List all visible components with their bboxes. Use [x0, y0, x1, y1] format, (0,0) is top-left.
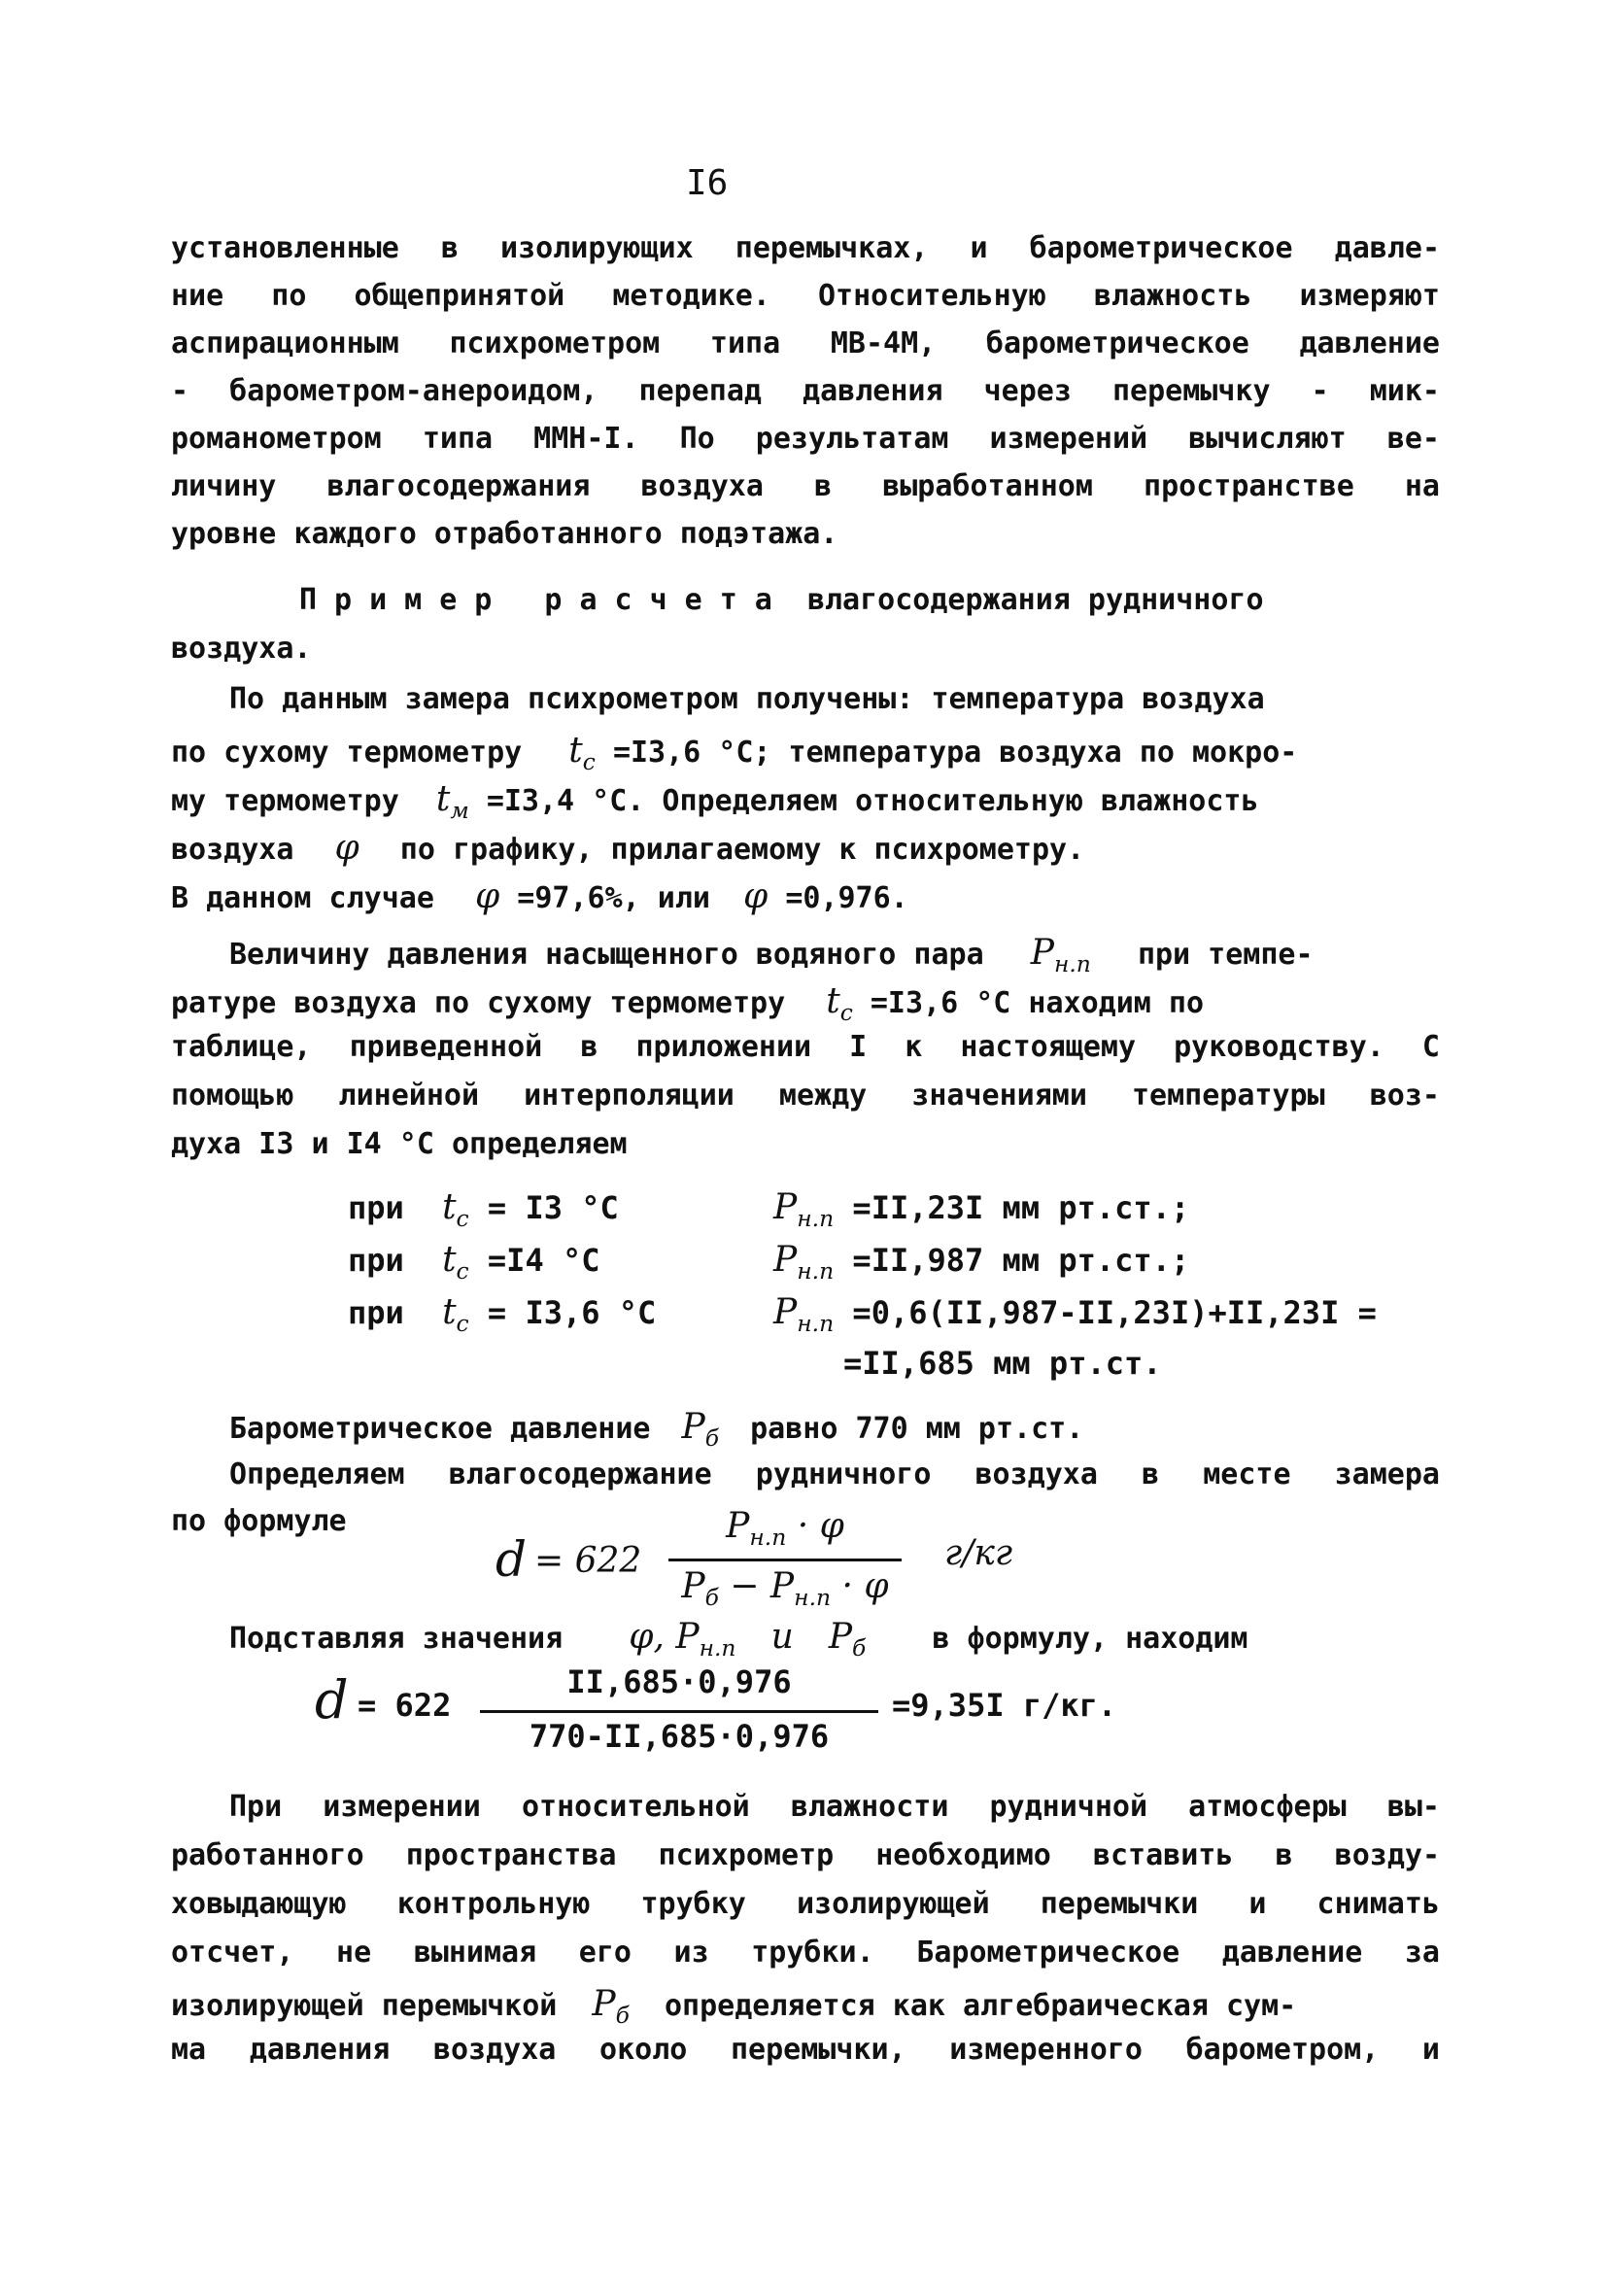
- example-heading: [299, 583, 1264, 617]
- table-row: при $t_с = I3$ °С: [348, 1187, 619, 1233]
- calc-numerator: II,685·0,976: [566, 1663, 792, 1700]
- calc-result: =9,35I г/кг.: [892, 1687, 1117, 1724]
- calc-denominator: 770-II,685·0,976: [529, 1718, 830, 1755]
- t-dry-symbol: $t_с$: [568, 731, 596, 776]
- pressure-line: помощью линейной интерполяции между значениями температуры воз-: [171, 1079, 1440, 1113]
- page-number: I6: [686, 163, 729, 203]
- table-row: при $t_с =I4$ °С: [348, 1240, 600, 1285]
- paragraph-line: романометром типа ММН-I. По результатам измерений вычисляют ве-: [171, 422, 1440, 456]
- paragraph-line: При измерении относительной влажности рудничной атмосферы вы-: [229, 1790, 1440, 1824]
- table-row-result: $P_{н.п} =II,23I$ мм рт.ст.;: [773, 1187, 1190, 1233]
- paragraph-line: работанного пространства психрометр необходимо вставить в возду-: [171, 1838, 1440, 1872]
- substitution-line: Подставляя значения φ, $P_{н.п}$ и $P_б$ в формулу, находим: [229, 1617, 1248, 1662]
- example-heading-rest: влагосодержания рудничного: [806, 583, 1264, 617]
- paragraph-line: ма давления воздуха около перемычки, измеренного барометром, и: [171, 2033, 1440, 2067]
- d-symbol: d: [315, 1669, 349, 1731]
- psy-line: По данным замера психрометром получены: температура воздуха: [229, 682, 1265, 716]
- formula-intro: по формуле: [171, 1504, 347, 1538]
- formula-intro: Определяем влагосодержание рудничного воздуха в месте замера: [229, 1457, 1440, 1491]
- paragraph-line: личину влагосодержания воздуха в выработанном пространстве на: [171, 469, 1440, 503]
- pressure-line: Величину давления насыщенного водяного пара $P_{н.п}$ при темпе-: [229, 933, 1314, 978]
- pressure-line: ратуре воздуха по сухому термометру $t_с =I3,6$ °С находим по: [171, 981, 1205, 1027]
- psy-line: В данном случае φ =97,6%, или φ =0,976.: [171, 876, 908, 916]
- d-symbol: d: [495, 1531, 528, 1588]
- fraction-bar: [668, 1559, 902, 1561]
- paragraph-line: ховыдающую контрольную трубку изолирующей перемычки и снимать: [171, 1887, 1440, 1921]
- phi-symbol: φ: [334, 828, 359, 868]
- example-heading-spaced: Пример расчета: [299, 583, 790, 617]
- phi-symbol: φ: [743, 876, 769, 916]
- fraction-bar: [480, 1710, 878, 1713]
- pressure-line: таблице, приведенной в приложении I к настоящему руководству. С: [171, 1030, 1440, 1064]
- paragraph-line: уровне каждого отработанного подэтажа.: [171, 517, 838, 551]
- t-wet-symbol: $t_м$: [435, 779, 469, 825]
- paragraph-line: ние по общепринятой методике. Относительную влажность измеряют: [171, 279, 1440, 313]
- table-row-result: $P_{н.п} =0,6(II,987-II,23I)+II,23I$ =: [773, 1292, 1377, 1338]
- paragraph-line: установленные в изолирующих перемычках, и барометрическое давле-: [171, 231, 1440, 265]
- formula-prefix: = 622: [534, 1541, 642, 1581]
- example-heading-cont: воздуха.: [171, 632, 312, 666]
- paragraph-line: - барометром-анероидом, перепад давления через перемычку - мик-: [171, 374, 1440, 408]
- psy-line: воздуха φ по графику, прилагаемому к психрометру.: [171, 828, 1085, 868]
- psy-line: по сухому термометру $t_с =I3,6$ °С; температура воздуха по мокро-: [171, 731, 1298, 776]
- paragraph-line: аспирационным психрометром типа МВ-4М, барометрическое давление: [171, 326, 1440, 360]
- table-row-result: $P_{н.п} =II,987$ мм рт.ст.;: [773, 1240, 1190, 1285]
- calc-prefix: = 622: [358, 1687, 452, 1724]
- t-dry-symbol: $t_с$: [826, 981, 853, 1027]
- pressure-line: духа I3 и I4 °С определяем: [171, 1127, 628, 1161]
- table-row: при $t_с = I3,6$ °С: [348, 1292, 657, 1338]
- baro-line: Барометрическое давление $P_б$ равно 770 мм рт.ст.: [229, 1407, 1084, 1453]
- psy-line: му термометру $t_м =I3,4$ °С. Определяем относительную влажность: [171, 779, 1259, 825]
- p-sat-symbol: $P_{н.п}$: [1030, 933, 1091, 978]
- formula-numerator: $P_{н.п} \cdot \varphi$: [726, 1506, 844, 1552]
- table-row-result-cont: =II,685 мм рт.ст.: [843, 1345, 1162, 1382]
- paragraph-line: изолирующей перемычкой $P_б$ определяется как алгебраическая сум-: [171, 1984, 1297, 2030]
- phi-symbol: φ: [475, 876, 500, 916]
- paragraph-line: отсчет, не вынимая его из трубки. Барометрическое давление за: [171, 1936, 1440, 1970]
- formula-units: г/кг: [944, 1533, 1013, 1573]
- formula-denominator: $P_б - P_{н.п} \cdot \varphi$: [681, 1566, 889, 1612]
